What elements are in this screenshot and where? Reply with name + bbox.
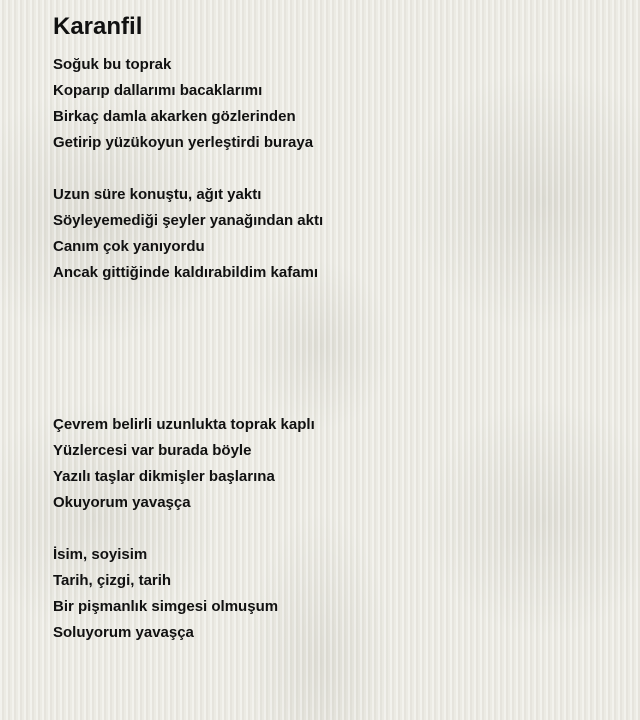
- stanza-4: [53, 542, 613, 646]
- poem-line: Birkaç damla akarken gözlerinden: [53, 108, 296, 125]
- stanza-gap: [53, 516, 613, 542]
- poem-line: Tarih, çizgi, tarih: [53, 572, 172, 589]
- stanza-gap: [53, 156, 613, 182]
- poem-line: Yüzlercesi var burada böyle: [53, 442, 252, 459]
- poem-line: Koparıp dallarımı bacaklarımı: [53, 82, 263, 99]
- poem-line: Ancak gittiğinde kaldırabildim kafamı: [53, 264, 319, 281]
- stanza-2: [53, 182, 613, 286]
- stanza-1: [53, 52, 613, 156]
- poem-container: [53, 12, 613, 646]
- poem-line: Yazılı taşlar dikmişler başlarına: [53, 468, 275, 485]
- stanza-3: [53, 412, 613, 516]
- poem-line: Soluyorum yavaşça: [53, 624, 194, 641]
- poem-line: Bir pişmanlık simgesi olmuşum: [53, 598, 279, 615]
- poem-line: Okuyorum yavaşça: [53, 494, 191, 511]
- poem-line: Soğuk bu toprak: [53, 56, 172, 73]
- poem-line: Canım çok yanıyordu: [53, 238, 205, 255]
- poem-line: İsim, soyisim: [53, 546, 148, 563]
- poem-title: Karanfil: [53, 13, 143, 40]
- stanza-gap: [53, 286, 613, 412]
- poem-line: Getirip yüzükoyun yerleştirdi buraya: [53, 134, 314, 151]
- poem-line: Söyleyemediği şeyler yanağından aktı: [53, 212, 324, 229]
- poem-line: Çevrem belirli uzunlukta toprak kaplı: [53, 416, 315, 433]
- poem-line: Uzun süre konuştu, ağıt yaktı: [53, 186, 262, 203]
